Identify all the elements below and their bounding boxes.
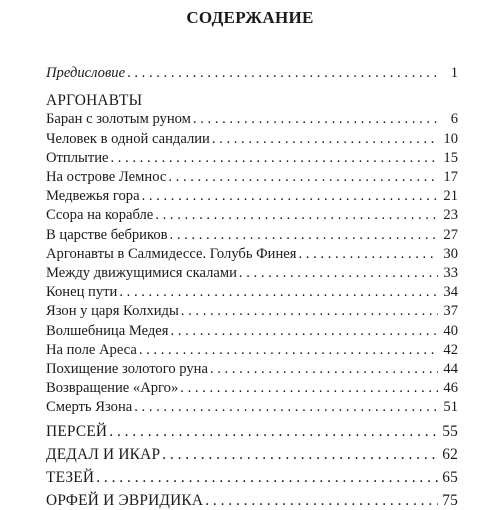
toc-entry-page: 40 — [443, 322, 458, 339]
toc-entry-page: 42 — [443, 341, 458, 358]
toc-entry-chapter[interactable] — [46, 206, 458, 225]
dot-leader — [193, 110, 438, 129]
toc-entry-page: 65 — [442, 468, 458, 486]
toc-entry-title: Возвращение «Арго» — [46, 380, 179, 397]
toc-entry-page: 30 — [443, 245, 458, 262]
toc-entry-title: Смерть Язона — [46, 399, 133, 416]
toc-entry-chapter[interactable] — [46, 283, 458, 302]
dot-leader — [155, 206, 438, 225]
toc-entry-title: На поле Ареса — [46, 341, 137, 358]
toc-entry-title: Медвежья гора — [46, 188, 140, 205]
dot-leader — [210, 360, 438, 379]
dot-leader — [134, 398, 438, 417]
toc-entry-title: В царстве бебриков — [46, 226, 168, 243]
toc-entry-chapter[interactable] — [46, 360, 458, 379]
dot-leader — [139, 341, 438, 360]
toc-entry-chapter[interactable] — [46, 341, 458, 360]
toc-entry-chapter[interactable] — [46, 149, 458, 168]
toc-entry-title: Аргонавты в Салмидессе. Голубь Финея — [46, 245, 297, 262]
toc-entry-chapter[interactable] — [46, 226, 458, 245]
toc-entry-title: ОРФЕЙ И ЭВРИДИКА — [46, 491, 204, 509]
toc-entry-page: 21 — [443, 188, 458, 205]
toc-entry-page: 34 — [443, 284, 458, 301]
dot-leader — [127, 64, 438, 83]
toc-entry-page: 51 — [443, 399, 458, 416]
toc-entry-page: 27 — [443, 226, 458, 243]
dot-leader — [299, 245, 439, 264]
toc-entry-title: Баран с золотым руном — [46, 111, 191, 128]
toc-entry-chapter[interactable] — [46, 245, 458, 264]
dot-leader — [171, 322, 438, 341]
toc-entry-title: Волшебница Медея — [46, 322, 169, 339]
toc-entry-chapter[interactable] — [46, 187, 458, 206]
toc-section-entry[interactable] — [46, 422, 458, 441]
toc-entry-page: 17 — [443, 169, 458, 186]
dot-leader — [119, 283, 438, 302]
dot-leader — [180, 379, 438, 398]
toc-entry-page: 10 — [443, 130, 458, 147]
toc-entry-chapter[interactable] — [46, 379, 458, 398]
dot-leader — [109, 422, 438, 441]
toc-entry-title: Ссора на корабле — [46, 207, 154, 224]
toc-section-entry[interactable] — [46, 491, 458, 510]
toc-entry-title: ДЕДАЛ И ИКАР — [46, 445, 161, 463]
toc-section-entry[interactable] — [46, 445, 458, 464]
argonauts-chapter-list — [46, 110, 458, 417]
toc-entry-chapter[interactable] — [46, 322, 458, 341]
dot-leader — [181, 302, 438, 321]
toc-entry-title: Между движущимися скалами — [46, 265, 237, 282]
dot-leader — [239, 264, 438, 283]
toc-entry-chapter[interactable] — [46, 264, 458, 283]
toc-entry-title: ТЕЗЕЙ — [46, 468, 95, 486]
toc-entry-chapter[interactable] — [46, 302, 458, 321]
page-title: СОДЕРЖАНИЕ — [186, 8, 314, 27]
other-sections-list — [46, 422, 458, 510]
toc-section-argonauts[interactable] — [46, 91, 458, 110]
dot-leader — [96, 468, 438, 487]
dot-leader — [170, 226, 438, 245]
toc-entry-page: 23 — [443, 207, 458, 224]
toc-section-title: АРГОНАВТЫ — [46, 92, 143, 110]
toc-entry-title: Предисловие — [46, 65, 126, 81]
toc-entry-chapter[interactable] — [46, 110, 458, 129]
toc-entry-chapter[interactable] — [46, 398, 458, 417]
toc-entry-page: 33 — [443, 265, 458, 282]
toc-entry-page: 44 — [443, 361, 458, 378]
toc-entry-title: Отплытие — [46, 149, 109, 166]
toc-entry-title: На острове Лемнос — [46, 169, 167, 186]
toc-entry-page: 62 — [442, 445, 458, 463]
dot-leader — [205, 491, 438, 510]
toc-entry-title: Язон у царя Колхиды — [46, 303, 179, 320]
toc-entry-page: 6 — [450, 111, 458, 128]
toc-entry-page: 46 — [443, 380, 458, 397]
toc-entry-page: 37 — [443, 303, 458, 320]
dot-leader — [142, 187, 438, 206]
toc-entry-preface[interactable] — [46, 64, 458, 83]
dot-leader — [168, 168, 438, 187]
table-of-contents — [46, 64, 458, 510]
toc-entry-page: 15 — [443, 149, 458, 166]
toc-entry-title: Конец пути — [46, 284, 118, 301]
toc-entry-title: ПЕРСЕЙ — [46, 422, 108, 440]
dot-leader — [212, 130, 438, 149]
dot-leader — [110, 149, 438, 168]
toc-entry-chapter[interactable] — [46, 168, 458, 187]
toc-entry-page: 75 — [442, 491, 458, 509]
toc-entry-chapter[interactable] — [46, 130, 458, 149]
toc-entry-title: Человек в одной сандалии — [46, 130, 210, 147]
toc-entry-page: 1 — [450, 65, 458, 81]
toc-entry-title: Похищение золотого руна — [46, 361, 208, 378]
dot-leader — [162, 445, 438, 464]
toc-section-entry[interactable] — [46, 468, 458, 487]
toc-entry-page: 55 — [442, 422, 458, 440]
